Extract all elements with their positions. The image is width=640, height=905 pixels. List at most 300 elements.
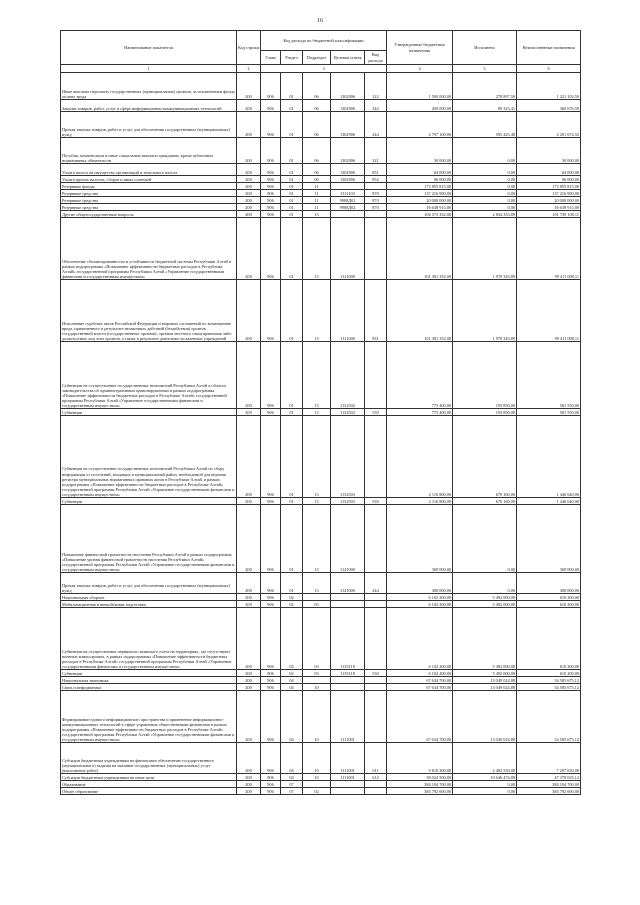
row-executed: 1 970 343,89: [453, 218, 517, 280]
row-executed: 0,00: [453, 138, 517, 164]
row-subsection: [303, 677, 331, 684]
row-target: 1135118: [331, 608, 365, 670]
row-approved: 20 000 000,00: [387, 197, 453, 204]
row-target: [331, 677, 365, 684]
row-unexecuted: 1 446 640,00: [517, 416, 581, 498]
row-chapter: 906: [261, 138, 281, 164]
row-approved: 1 500 000,00: [387, 73, 453, 100]
row-section: 01: [281, 190, 303, 197]
header-unexecuted: Неисполненные назначения: [517, 31, 581, 65]
row-expense-type: 242: [365, 100, 387, 112]
row-executed: 0,00: [453, 183, 517, 190]
row-subsection: 11: [303, 197, 331, 204]
row-name: Обеспечение сбалансированности и устойчивости бюджетной системы Республики Алтай в рамках подпрограммы «Повышение эффективности бюджетных расходов в Республике Алтай» государственной программы Республики Алтай «Управление государственными финансами и государственным имуществом»: [61, 218, 237, 280]
row-section: 04: [281, 677, 303, 684]
table-row: [61, 138, 581, 164]
table-row: [61, 670, 581, 677]
row-chapter: 906: [261, 176, 281, 183]
row-name: Национальная экономика: [61, 677, 237, 684]
row-subsection: 06: [303, 100, 331, 112]
row-line-code: 200: [237, 573, 261, 594]
row-section: 01: [281, 112, 303, 138]
row-line-code: 200: [237, 164, 261, 176]
row-expense-type: [365, 416, 387, 498]
row-approved: 137 216 900,00: [387, 190, 453, 197]
row-name: Субвенции: [61, 498, 237, 505]
row-expense-type: 851: [365, 164, 387, 176]
row-unexecuted: 20 000 000,00: [517, 197, 581, 204]
row-unexecuted: 610 200,00: [517, 670, 581, 677]
row-chapter: 906: [261, 280, 281, 342]
row-line-code: 200: [237, 204, 261, 211]
row-approved: 67 634 700,00: [387, 691, 453, 743]
table-row: [61, 416, 581, 498]
row-line-code: 200: [237, 190, 261, 197]
row-section: 01: [281, 138, 303, 164]
row-chapter: 906: [261, 416, 281, 498]
row-target: [331, 601, 365, 608]
row-unexecuted: 173 855 815,00: [517, 183, 581, 190]
page-number: 16: [317, 18, 323, 24]
row-name: Другие общегосударственные вопросы: [61, 211, 237, 218]
row-executed: 13 049 024,88: [453, 691, 517, 743]
row-subsection: [303, 594, 331, 601]
row-subsection: 02: [303, 788, 331, 795]
row-executed: 0,00: [453, 164, 517, 176]
table-row: [61, 100, 581, 112]
row-approved: 450 000,00: [387, 100, 453, 112]
row-subsection: 13: [303, 280, 331, 342]
row-name: Общее образование: [61, 788, 237, 795]
row-name: Мобилизационная и вневойсковая подготовка: [61, 601, 237, 608]
column-numbers-row: [61, 65, 581, 73]
row-approved: 2 116 800,00: [387, 498, 453, 505]
row-target: [331, 781, 365, 788]
row-line-code: 200: [237, 100, 261, 112]
table-row: [61, 190, 581, 197]
row-expense-type: 244: [365, 573, 387, 594]
table-header: [61, 31, 581, 73]
row-subsection: 10: [303, 691, 331, 743]
row-section: 04: [281, 743, 303, 774]
row-line-code: 200: [237, 670, 261, 677]
row-section: 01: [281, 416, 303, 498]
row-name: Иные выплаты персоналу государственных (муниципальных) органов, за исключением фонда оплаты труда: [61, 73, 237, 100]
row-name: Субсидии бюджетным учреждениям на финансовое обеспечение государственного (муниципального) задания на оказание государственных (муниципальных) услуг (выполнение работ): [61, 743, 237, 774]
table-row: [61, 211, 581, 218]
row-target: 1121000: [331, 505, 365, 573]
row-expense-type: 244: [365, 112, 387, 138]
row-executed: 0,00: [453, 197, 517, 204]
column-number: 4: [387, 65, 453, 73]
row-name: Субсидии бюджетным учреждениям на иные цели: [61, 774, 237, 781]
row-executed: 193 850,00: [453, 409, 517, 416]
row-expense-type: [365, 677, 387, 684]
column-number: 6: [517, 65, 581, 73]
row-approved: 67 634 700,00: [387, 677, 453, 684]
row-target: 1135118: [331, 670, 365, 677]
table-row: [61, 164, 581, 176]
row-section: 01: [281, 176, 303, 183]
row-section: 07: [281, 788, 303, 795]
table-row: [61, 498, 581, 505]
row-chapter: 906: [261, 342, 281, 409]
row-approved: 383 792 600,00: [387, 788, 453, 795]
row-expense-type: [365, 691, 387, 743]
row-executed: 89 323,41: [453, 100, 517, 112]
table-row: [61, 743, 581, 774]
row-unexecuted: 610 200,00: [517, 608, 581, 670]
row-target: 1111001: [331, 774, 365, 781]
row-executed: 670 160,00: [453, 498, 517, 505]
row-section: 01: [281, 183, 303, 190]
row-line-code: 200: [237, 677, 261, 684]
row-target: 1311000: [331, 280, 365, 342]
row-chapter: 906: [261, 743, 281, 774]
row-unexecuted: 360 676,59: [517, 100, 581, 112]
row-chapter: 906: [261, 608, 281, 670]
row-name: Резервные средства: [61, 204, 237, 211]
row-chapter: 906: [261, 594, 281, 601]
column-number: 1: [61, 65, 237, 73]
row-chapter: 906: [261, 781, 281, 788]
row-chapter: 906: [261, 691, 281, 743]
row-executed: 2 402 550,00: [453, 743, 517, 774]
row-target: 1302906: [331, 176, 365, 183]
row-line-code: 200: [237, 498, 261, 505]
column-number: 2: [237, 65, 261, 73]
row-unexecuted: 4 201 674,52: [517, 112, 581, 138]
row-name: Субвенции на осуществление государственных полномочий Республики Алтай по сбору информации от поселений, входящих в муниципальный район, необходимой для ведения регистра муниципальных нормативных правовых актов в Республике Алтай, в рамках подпрограммы «Повышение эффективности бюджетных расходов в Республике Алтай» государственной программы Республики Алтай «Управление государственными финансами и государственным имуществом»: [61, 416, 237, 498]
row-line-code: 200: [237, 781, 261, 788]
row-target: [331, 788, 365, 795]
row-line-code: 200: [237, 138, 261, 164]
row-executed: 0,00: [453, 204, 517, 211]
row-executed: 0,00: [453, 190, 517, 197]
row-name: Исполнение судебных актов Российской Федерации и мировых соглашений по возмещению вреда, причиненного в результате незаконных действий (бездействия) органов государственной власти (государственных органов), органов местного самоуправления либо должностных лиц этих органов, а также в результате деятельности казенных учреждений: [61, 280, 237, 342]
row-approved: 16 638 915,00: [387, 204, 453, 211]
row-name: Связь и информатика: [61, 684, 237, 691]
row-name: Прочая закупка товаров, работ и услуг для обеспечения государственных (муниципальных) нужд: [61, 112, 237, 138]
row-target: [331, 594, 365, 601]
row-unexecuted: 54 585 675,12: [517, 684, 581, 691]
row-unexecuted: 610 200,00: [517, 601, 581, 608]
row-expense-type: 530: [365, 409, 387, 416]
table-row: [61, 218, 581, 280]
table-row: [61, 601, 581, 608]
row-approved: 300 000,00: [387, 505, 453, 573]
row-chapter: 906: [261, 774, 281, 781]
row-executed: 13 049 024,88: [453, 677, 517, 684]
row-target: 1302906: [331, 138, 365, 164]
column-number: 5: [453, 65, 517, 73]
row-approved: 101 381 352,00: [387, 280, 453, 342]
row-approved: 96 000,00: [387, 176, 453, 183]
row-subsection: 13: [303, 416, 331, 498]
row-line-code: 200: [237, 774, 261, 781]
row-expense-type: [365, 211, 387, 218]
row-chapter: 906: [261, 164, 281, 176]
row-target: 1302906: [331, 100, 365, 112]
row-target: 1302906: [331, 164, 365, 176]
row-line-code: 200: [237, 684, 261, 691]
row-chapter: 906: [261, 183, 281, 190]
table-row: [61, 691, 581, 743]
row-approved: 775 400,00: [387, 409, 453, 416]
table-row: [61, 781, 581, 788]
row-expense-type: [365, 781, 387, 788]
row-chapter: 906: [261, 197, 281, 204]
row-executed: 278 897,50: [453, 73, 517, 100]
row-executed: 5 492 000,00: [453, 670, 517, 677]
row-approved: 6 102 200,00: [387, 601, 453, 608]
row-chapter: 906: [261, 670, 281, 677]
header-approved: Утвержденные бюджетные назначения: [387, 31, 453, 65]
table-row: [61, 342, 581, 409]
budget-execution-table: [60, 30, 581, 795]
table-row: [61, 594, 581, 601]
row-target: 1121000: [331, 573, 365, 594]
row-section: 01: [281, 73, 303, 100]
row-expense-type: 530: [365, 498, 387, 505]
row-expense-type: 852: [365, 176, 387, 183]
row-name: Национальная оборона: [61, 594, 237, 601]
row-target: 1311000: [331, 218, 365, 280]
row-approved: 64 000,00: [387, 164, 453, 176]
row-name: Резервные средства: [61, 197, 237, 204]
row-chapter: 906: [261, 601, 281, 608]
row-subsection: 13: [303, 409, 331, 416]
row-expense-type: 122: [365, 73, 387, 100]
row-executed: 5 492 000,00: [453, 601, 517, 608]
row-expense-type: [365, 183, 387, 190]
row-section: 01: [281, 573, 303, 594]
row-subsection: 13: [303, 342, 331, 409]
row-name: Субвенции: [61, 670, 237, 677]
row-chapter: 906: [261, 684, 281, 691]
row-chapter: 906: [261, 573, 281, 594]
row-subsection: 03: [303, 601, 331, 608]
row-chapter: 906: [261, 677, 281, 684]
row-line-code: 200: [237, 594, 261, 601]
row-chapter: 906: [261, 218, 281, 280]
row-executed: 2 834 353,89: [453, 211, 517, 218]
row-subsection: 03: [303, 608, 331, 670]
row-chapter: 906: [261, 204, 281, 211]
row-line-code: 200: [237, 788, 261, 795]
row-name: Уплата прочих налогов, сборов и иных платежей: [61, 176, 237, 183]
row-line-code: 200: [237, 743, 261, 774]
row-target: 9900Д01: [331, 197, 365, 204]
row-unexecuted: 99 411 008,11: [517, 218, 581, 280]
row-section: 01: [281, 100, 303, 112]
row-subsection: 11: [303, 183, 331, 190]
row-expense-type: 870: [365, 204, 387, 211]
table-row: [61, 204, 581, 211]
row-line-code: 200: [237, 416, 261, 498]
row-executed: 0,00: [453, 176, 517, 183]
row-line-code: 200: [237, 183, 261, 190]
row-approved: 4 797 100,00: [387, 112, 453, 138]
row-line-code: 200: [237, 342, 261, 409]
row-unexecuted: 1 446 640,00: [517, 498, 581, 505]
table-row: [61, 280, 581, 342]
row-unexecuted: 16 638 915,00: [517, 204, 581, 211]
row-section: 01: [281, 197, 303, 204]
row-chapter: 906: [261, 498, 281, 505]
row-subsection: 10: [303, 743, 331, 774]
row-executed: 1 970 343,89: [453, 280, 517, 342]
row-executed: 10 646 474,88: [453, 774, 517, 781]
row-name: Субвенции на осуществление государственных полномочий Республики Алтай в области законодательства об административных правонарушениях в рамках подпрограммы «Повышение эффективности бюджетных расходов в Республике Алтай» государственной программы Республики Алтай «Управление государственными финансами и государственным имуществом»: [61, 342, 237, 409]
row-unexecuted: 47 378 025,12: [517, 774, 581, 781]
row-executed: 0,00: [453, 573, 517, 594]
row-approved: 2 116 800,00: [387, 416, 453, 498]
row-target: 1302906: [331, 112, 365, 138]
row-unexecuted: 54 585 675,12: [517, 691, 581, 743]
row-subsection: 06: [303, 176, 331, 183]
row-executed: 670 160,00: [453, 416, 517, 498]
row-target: [331, 183, 365, 190]
row-expense-type: [365, 218, 387, 280]
row-target: [331, 684, 365, 691]
column-number: 3: [261, 65, 387, 73]
row-name: Формирование единого информационного пространства и применение информационно-коммуникационных технологий в сфере управления общественными финансами в рамках подпрограммы «Повышение эффективности бюджетных расходов в Республике Алтай» государственной программы Республики Алтай «Управление государственными финансами и государственным имуществом»: [61, 691, 237, 743]
row-subsection: 13: [303, 211, 331, 218]
row-section: 01: [281, 498, 303, 505]
row-subsection: 11: [303, 204, 331, 211]
table-row: [61, 774, 581, 781]
row-name: Повышение финансовой грамотности населения Республики Алтай в рамках подпрограммы «Повышение уровня финансовой грамотности населения Республики Алтай» государственной программы Республики Алтай «Управление государственными финансами и государственным имуществом»: [61, 505, 237, 573]
table-row: [61, 608, 581, 670]
row-unexecuted: 54 585 675,12: [517, 677, 581, 684]
row-subsection: 06: [303, 138, 331, 164]
row-target: 1132503: [331, 416, 365, 498]
row-approved: 101 381 352,00: [387, 218, 453, 280]
row-target: 1132502: [331, 342, 365, 409]
row-chapter: 906: [261, 73, 281, 100]
row-executed: 5 492 000,00: [453, 594, 517, 601]
row-section: 02: [281, 608, 303, 670]
row-section: 01: [281, 505, 303, 573]
row-name: Субвенции на осуществление первичного воинского учета на территориях, где отсутствуют военные комиссариаты, в рамках подпрограммы «Повышение эффективности бюджетных расходов в Республике Алтай» государственной программы Республики Алтай «Управление государственными финансами и государственным имуществом»: [61, 608, 237, 670]
row-subsection: 13: [303, 505, 331, 573]
row-chapter: 906: [261, 100, 281, 112]
header-section: Раздел: [281, 51, 303, 65]
row-name: Резервные фонды: [61, 183, 237, 190]
row-approved: 300 000,00: [387, 573, 453, 594]
table-row: [61, 677, 581, 684]
row-chapter: 906: [261, 788, 281, 795]
row-unexecuted: 30 000,00: [517, 138, 581, 164]
row-section: 01: [281, 409, 303, 416]
row-approved: 30 000,00: [387, 138, 453, 164]
row-section: 02: [281, 601, 303, 608]
table-row: [61, 197, 581, 204]
row-section: 01: [281, 218, 303, 280]
row-line-code: 200: [237, 218, 261, 280]
row-line-code: 200: [237, 505, 261, 573]
row-line-code: 200: [237, 608, 261, 670]
row-subsection: 03: [303, 670, 331, 677]
row-target: 1111001: [331, 743, 365, 774]
row-approved: 9 610 200,00: [387, 743, 453, 774]
row-unexecuted: 300 000,00: [517, 505, 581, 573]
table-row: [61, 176, 581, 183]
row-line-code: 200: [237, 280, 261, 342]
header-executed: Исполнено: [453, 31, 517, 65]
row-expense-type: 530: [365, 670, 387, 677]
row-name: Резервные средства: [61, 190, 237, 197]
row-line-code: 200: [237, 601, 261, 608]
row-target: 1302906: [331, 73, 365, 100]
row-approved: 67 634 700,00: [387, 684, 453, 691]
row-expense-type: [365, 608, 387, 670]
row-expense-type: [365, 505, 387, 573]
row-section: 04: [281, 691, 303, 743]
row-section: 01: [281, 164, 303, 176]
row-executed: 0,00: [453, 505, 517, 573]
row-target: [331, 211, 365, 218]
row-unexecuted: 384 194 700,00: [517, 781, 581, 788]
table-row: [61, 73, 581, 100]
row-expense-type: 321: [365, 138, 387, 164]
table-row: [61, 183, 581, 190]
row-approved: 384 194 700,00: [387, 781, 453, 788]
row-unexecuted: 101 739 108,11: [517, 211, 581, 218]
table-row: [61, 573, 581, 594]
row-subsection: 06: [303, 164, 331, 176]
header-line-code: Код строки: [237, 31, 261, 65]
row-line-code: 200: [237, 73, 261, 100]
row-section: 02: [281, 594, 303, 601]
row-section: 04: [281, 684, 303, 691]
table-row: [61, 112, 581, 138]
row-unexecuted: 581 550,00: [517, 342, 581, 409]
row-executed: 5 492 000,00: [453, 608, 517, 670]
header-target: Целевая статья: [331, 51, 365, 65]
row-chapter: 906: [261, 409, 281, 416]
row-chapter: 906: [261, 505, 281, 573]
row-approved: 173 855 815,00: [387, 183, 453, 190]
row-expense-type: 611: [365, 743, 387, 774]
row-subsection: [303, 781, 331, 788]
table-row: [61, 505, 581, 573]
row-section: 07: [281, 781, 303, 788]
row-approved: 6 102 200,00: [387, 594, 453, 601]
row-line-code: 200: [237, 409, 261, 416]
row-approved: 6 102 200,00: [387, 670, 453, 677]
row-executed: 193 850,00: [453, 342, 517, 409]
row-unexecuted: 7 207 650,00: [517, 743, 581, 774]
row-target: 1132503: [331, 498, 365, 505]
header-classification: Код расхода по бюджетной классификации: [261, 31, 387, 51]
row-approved: 775 400,00: [387, 342, 453, 409]
row-name: Закупка товаров, работ, услуг в сфере информационно-коммуникационных технологий: [61, 100, 237, 112]
row-section: 02: [281, 670, 303, 677]
row-subsection: 13: [303, 573, 331, 594]
row-section: 04: [281, 774, 303, 781]
row-line-code: 200: [237, 112, 261, 138]
header-subsection: Подраздел: [303, 51, 331, 65]
row-unexecuted: 300 000,00: [517, 573, 581, 594]
row-line-code: 200: [237, 176, 261, 183]
row-line-code: 200: [237, 197, 261, 204]
row-unexecuted: 99 411 008,11: [517, 280, 581, 342]
header-expense-type: Вид расхода: [365, 51, 387, 65]
row-expense-type: [365, 601, 387, 608]
row-chapter: 906: [261, 190, 281, 197]
